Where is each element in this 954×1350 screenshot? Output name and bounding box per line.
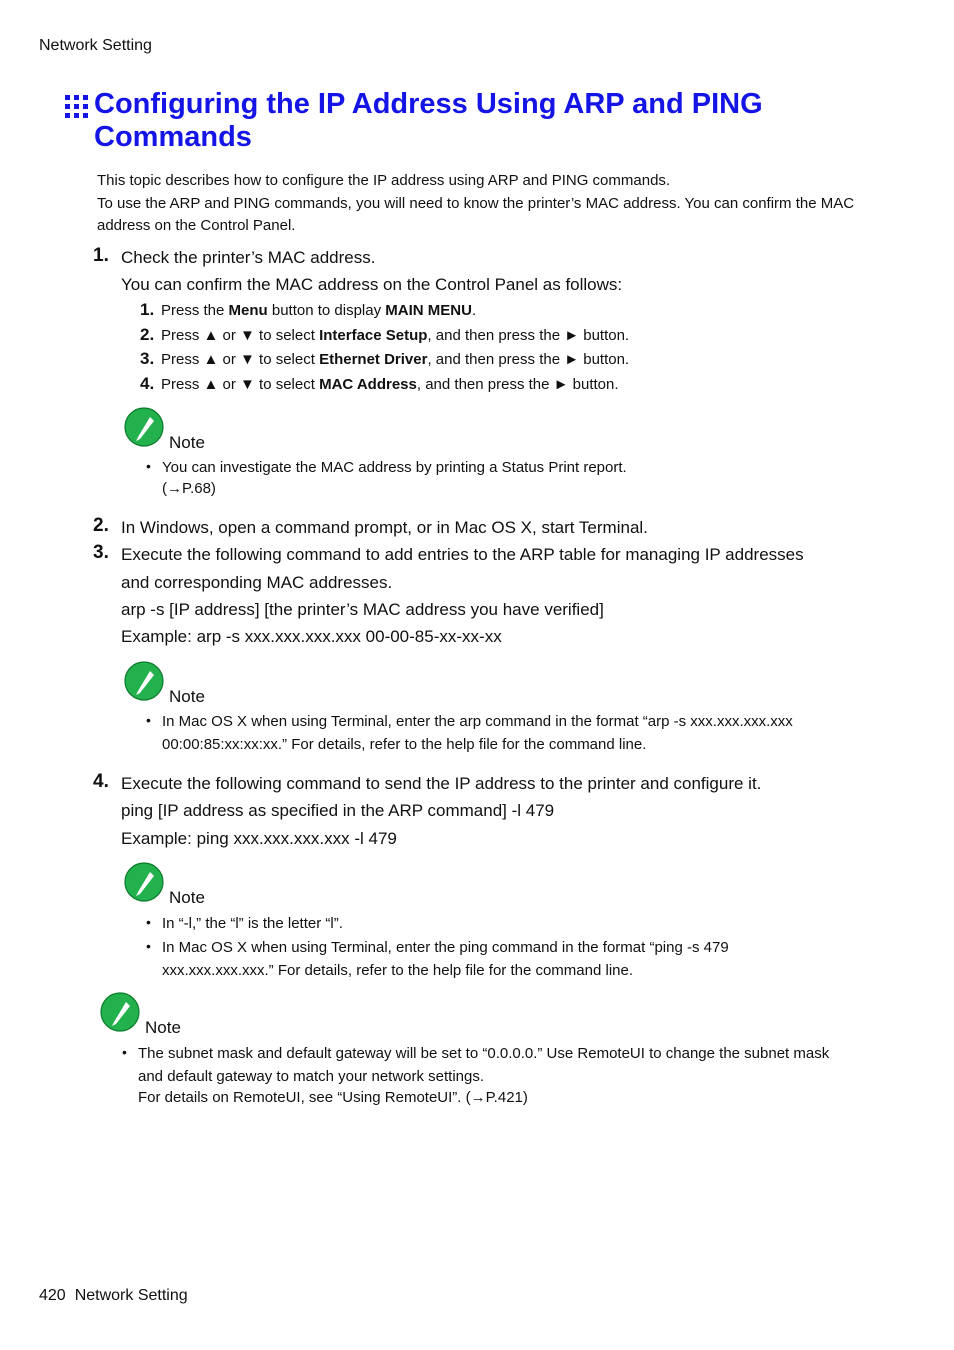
note-pencil-icon (124, 661, 164, 701)
intro-line-2: To use the ARP and PING commands, you will need to know the printer’s MAC address. You can confirm the MAC address on the Control Panel. (97, 194, 855, 234)
intro-line-1: This topic describes how to configure the IP address using ARP and PING commands. (97, 172, 671, 189)
substep-4-number: 4. (140, 374, 155, 393)
note-1-bullet: • (146, 458, 151, 474)
substep-2-number: 2. (140, 325, 155, 344)
note-3-text-2: In Mac OS X when using Terminal, enter the ping command in the format “ping -s 479 (162, 939, 729, 956)
step-1-number: 1. (93, 245, 109, 266)
substep-1-text: Press the Menu button to display MAIN MENU. (161, 302, 477, 319)
note-1-text-1: You can investigate the MAC address by printing a Status Print report. (162, 459, 627, 476)
step-3-number: 3. (93, 542, 109, 563)
note-2-text-1: In Mac OS X when using Terminal, enter the arp command in the format “arp -s xxx.xxx.xxx.xxx (162, 713, 793, 730)
note-2-bullet: • (146, 712, 151, 728)
note-2-label: Note (169, 687, 205, 706)
note-3-label: Note (169, 888, 205, 907)
step-4-example: Example: ping xxx.xxx.xxx.xxx -l 479 (121, 829, 397, 848)
step-3-example: Example: arp -s xxx.xxx.xxx.xxx 00-00-85-xx-xx-xx (121, 627, 502, 646)
substep-4-text: Press ▲ or ▼ to select MAC Address, and then press the ► button. (161, 376, 619, 393)
substep-3-text: Press ▲ or ▼ to select Ethernet Driver, and then press the ► button. (161, 351, 630, 368)
step-3-text: Execute the following command to add entries to the ARP table for managing IP addresses (121, 545, 804, 564)
step-4-number: 4. (93, 771, 109, 792)
intro-text (97, 170, 867, 238)
step-4-text: Execute the following command to send the IP address to the printer and configure it. (121, 774, 762, 793)
note-1-label: Note (169, 433, 205, 452)
note-pencil-icon (124, 407, 164, 447)
step-2-number: 2. (93, 515, 109, 536)
note-1-link[interactable]: (→P.68) (162, 480, 216, 497)
note-3-text-1: In “-l,” the “l” is the letter “l”. (162, 915, 343, 932)
note-2-text-2: 00:00:85:xx:xx:xx.” For details, refer to the help file for the command line. (162, 736, 647, 753)
final-note-line-2: and default gateway to match your network settings. (138, 1068, 485, 1085)
page-footer (39, 1287, 197, 1305)
step-3-command: arp -s [IP address] [the printer’s MAC address you have verified] (121, 600, 604, 619)
page-title: Configuring the IP Address Using ARP and PING Commands (94, 88, 763, 153)
note-3-bullet-1: • (146, 914, 151, 930)
note-3-text-3: xxx.xxx.xxx.xxx.” For details, refer to the help file for the command line. (162, 962, 634, 979)
step-1-detail: You can confirm the MAC address on the Control Panel as follows: (121, 275, 623, 294)
final-note-bullet: • (122, 1044, 127, 1060)
substep-3-number: 3. (140, 349, 155, 368)
step-1-text: Check the printer’s MAC address. (121, 248, 376, 267)
step-4-command: ping [IP address as specified in the ARP command] -l 479 (121, 801, 555, 820)
final-note-line-1: The subnet mask and default gateway will be set to “0.0.0.0.” Use RemoteUI to change the subnet mask (138, 1045, 830, 1062)
note-pencil-icon (100, 992, 140, 1032)
note-pencil-icon (124, 862, 164, 902)
page-number: 420 (39, 1287, 66, 1304)
step-2-text: In Windows, open a command prompt, or in Mac OS X, start Terminal. (121, 518, 648, 537)
section-grid-icon (65, 95, 88, 118)
running-header: Network Setting (39, 37, 152, 54)
substep-1-number: 1. (140, 300, 155, 319)
final-note-label: Note (145, 1018, 181, 1037)
footer-section: Network Setting (74, 1287, 188, 1304)
note-3-bullet-2: • (146, 938, 151, 954)
step-3-text-cont: and corresponding MAC addresses. (121, 573, 393, 592)
substep-2-text: Press ▲ or ▼ to select Interface Setup, and then press the ► button. (161, 327, 630, 344)
final-note-line-3[interactable]: For details on RemoteUI, see “Using RemoteUI”. (→P.421) (138, 1089, 528, 1106)
